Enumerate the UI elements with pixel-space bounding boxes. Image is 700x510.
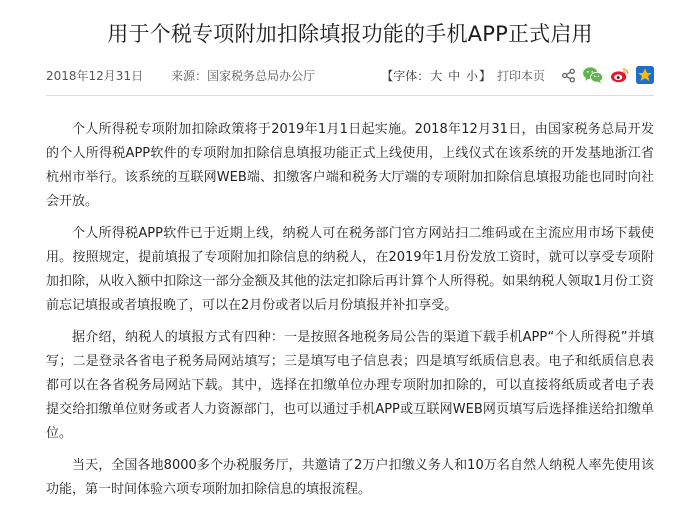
font-size-label: 【字体： — [381, 68, 430, 83]
share-bar — [561, 66, 654, 84]
paragraph: 当天，全国各地8000多个办税服务厅，共邀请了2万户扣缴义务人和10万名自然人纳税人率先使用该功能，第一时间体验六项专项附加扣除信息的填报流程。 — [46, 458, 654, 497]
publish-date: 2018年12月31日 — [46, 68, 144, 83]
font-size-control — [381, 67, 491, 84]
paragraph: 据介绍，纳税人的填报方式有四种：一是按照各地税务局公告的渠道下载手机APP“个人所得税”并填写；二是登录各省电子税务局网站填写；三是填写电子信息表；四是填写纸质信息表。电子和纸质信息表都可以在各省税务局网站下载。其中，选择在扣缴单位办理专项附加扣除的，可以直接将纸质或者电子表提交给扣缴单位财务或者人力资源部门，也可以通过手机APP或互联网WEB网页填写后选择推送给扣缴单位。 — [46, 330, 654, 441]
font-size-large[interactable]: 大 — [430, 68, 443, 83]
article-source: 来源：国家税务总局办公厅 — [171, 68, 316, 83]
print-page-link[interactable]: 打印本页 — [496, 68, 545, 83]
article-body — [46, 118, 654, 510]
share-icon[interactable] — [561, 68, 576, 83]
weibo-icon[interactable] — [610, 66, 630, 84]
paragraph: 个人所得税专项附加扣除政策将于2019年1月1日起实施。2018年12月31日，由国家税务总局开发的个人所得税APP软件的专项附加扣除信息填报功能正式上线使用，上线仪式在该系统的开发基地浙江省杭州市举行。该系统的互联网WEB端、扣缴客户端和税务大厅端的专项附加扣除信息填报功能也同时向社会开放。 — [46, 122, 654, 209]
header-divider — [46, 95, 654, 96]
qzone-icon[interactable] — [636, 66, 654, 84]
font-size-close: 】 — [478, 68, 491, 83]
font-size-medium[interactable]: 中 — [448, 68, 461, 83]
paragraph: 个人所得税APP软件已于近期上线，纳税人可在税务部门官方网站扫二维码或在主流应用市场下载使用。按照规定，提前填报了专项附加扣除信息的纳税人，在2019年1月份发放工资时，就可以享受专项附加扣除，从收入额中扣除这一部分金额及其他的法定扣除后再计算个人所得税。如果纳税人领取1月份工资前忘记填报或者填报晚了，可以在2月份或者以后月份填报并补扣享受。 — [46, 226, 654, 313]
wechat-icon[interactable] — [582, 66, 604, 84]
font-size-small[interactable]: 小 — [465, 68, 478, 83]
article-title: 用于个税专项附加扣除填报功能的手机APP正式启用 — [107, 22, 593, 46]
article-meta — [46, 64, 654, 86]
